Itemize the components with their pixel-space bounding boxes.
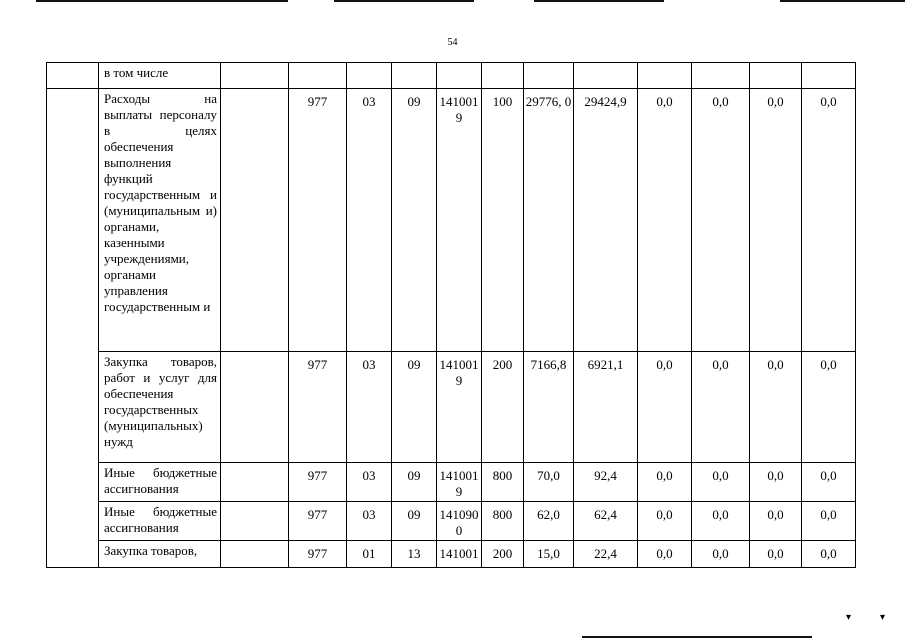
expense-type-code: 800: [482, 463, 524, 502]
subsection-code: 13: [392, 541, 437, 568]
section-code: 03: [347, 352, 392, 463]
amount-value: 6921,1: [574, 352, 638, 463]
amount-value: 0,0: [638, 502, 692, 541]
amount-value: 22,4: [574, 541, 638, 568]
amount-value: 0,0: [638, 541, 692, 568]
subsection-code: 09: [392, 89, 437, 352]
amount-value: 0,0: [638, 89, 692, 352]
expense-type-code: 800: [482, 502, 524, 541]
row-description: Закупка товаров, работ и услуг для обеспечения государственных (муниципальных) нужд: [99, 352, 221, 463]
scan-edge-line: [334, 0, 474, 2]
section-code: 01: [347, 541, 392, 568]
amount-value: 70,0: [524, 463, 574, 502]
row-description: Иные бюджетные ассигнования: [99, 502, 221, 541]
table-cell: [221, 502, 289, 541]
amount-value: 0,0: [638, 352, 692, 463]
scan-edge-line: [36, 0, 288, 2]
table-row: [47, 89, 856, 352]
header-label: в том числе: [99, 63, 221, 89]
amount-value: 0,0: [692, 541, 750, 568]
table-cell: [574, 63, 638, 89]
expense-type-code: 200: [482, 352, 524, 463]
table-cell: [750, 63, 802, 89]
target-article-code: 141090 0: [437, 502, 482, 541]
table-cell: [482, 63, 524, 89]
table-cell: [638, 63, 692, 89]
table-cell: [347, 63, 392, 89]
ministry-code: 977: [289, 89, 347, 352]
budget-table: [46, 62, 856, 568]
table-cell: [221, 463, 289, 502]
amount-value: 0,0: [638, 463, 692, 502]
scan-edge-line: [534, 0, 664, 2]
expense-type-code: 200: [482, 541, 524, 568]
ministry-code: 977: [289, 352, 347, 463]
table-cell: [221, 352, 289, 463]
row-description: Закупка товаров,: [99, 541, 221, 568]
ministry-code: 977: [289, 541, 347, 568]
table-cell: [47, 89, 99, 568]
amount-value: 29776, 0: [524, 89, 574, 352]
amount-value: 62,4: [574, 502, 638, 541]
table-cell: [802, 63, 856, 89]
amount-value: 15,0: [524, 541, 574, 568]
table-row: [47, 502, 856, 541]
section-code: 03: [347, 502, 392, 541]
amount-value: 0,0: [802, 502, 856, 541]
table-cell: [221, 89, 289, 352]
amount-value: 92,4: [574, 463, 638, 502]
amount-value: 0,0: [750, 502, 802, 541]
amount-value: 7166,8: [524, 352, 574, 463]
subsection-code: 09: [392, 352, 437, 463]
ink-mark: ▾: [880, 612, 886, 623]
table-cell: [524, 63, 574, 89]
amount-value: 0,0: [802, 89, 856, 352]
amount-value: 0,0: [692, 89, 750, 352]
amount-value: 0,0: [692, 352, 750, 463]
amount-value: 0,0: [802, 463, 856, 502]
table-cell: [392, 63, 437, 89]
ministry-code: 977: [289, 463, 347, 502]
amount-value: 62,0: [524, 502, 574, 541]
table-row: [47, 352, 856, 463]
amount-value: 0,0: [802, 352, 856, 463]
target-article-code: 141001 9: [437, 89, 482, 352]
amount-value: 0,0: [802, 541, 856, 568]
subsection-code: 09: [392, 463, 437, 502]
target-article-code: 141001: [437, 541, 482, 568]
scan-edge-line: [780, 0, 905, 2]
section-code: 03: [347, 463, 392, 502]
amount-value: 0,0: [750, 463, 802, 502]
table-cell: [437, 63, 482, 89]
scan-edge-line: [582, 636, 812, 638]
target-article-code: 141001 9: [437, 463, 482, 502]
table-cell: [221, 541, 289, 568]
section-code: 03: [347, 89, 392, 352]
amount-value: 0,0: [750, 541, 802, 568]
table-cell: [221, 63, 289, 89]
table-cell: [289, 63, 347, 89]
table-cell: [692, 63, 750, 89]
amount-value: 0,0: [692, 502, 750, 541]
amount-value: 29424,9: [574, 89, 638, 352]
target-article-code: 141001 9: [437, 352, 482, 463]
table-row: [47, 541, 856, 568]
page-number: 54: [447, 37, 458, 48]
table-row: [47, 463, 856, 502]
ink-mark: ▾: [846, 612, 852, 623]
ministry-code: 977: [289, 502, 347, 541]
amount-value: 0,0: [750, 352, 802, 463]
amount-value: 0,0: [750, 89, 802, 352]
table-cell: [47, 63, 99, 89]
table-header-row: [47, 63, 856, 89]
expense-type-code: 100: [482, 89, 524, 352]
row-description: Иные бюджетные ассигнования: [99, 463, 221, 502]
row-description: Расходы на выплаты персоналу в целях обеспечения выполнения функций государственным и (муниципальным и) органами, казенными учреждениями, органами управления государственным и: [99, 89, 221, 352]
amount-value: 0,0: [692, 463, 750, 502]
subsection-code: 09: [392, 502, 437, 541]
